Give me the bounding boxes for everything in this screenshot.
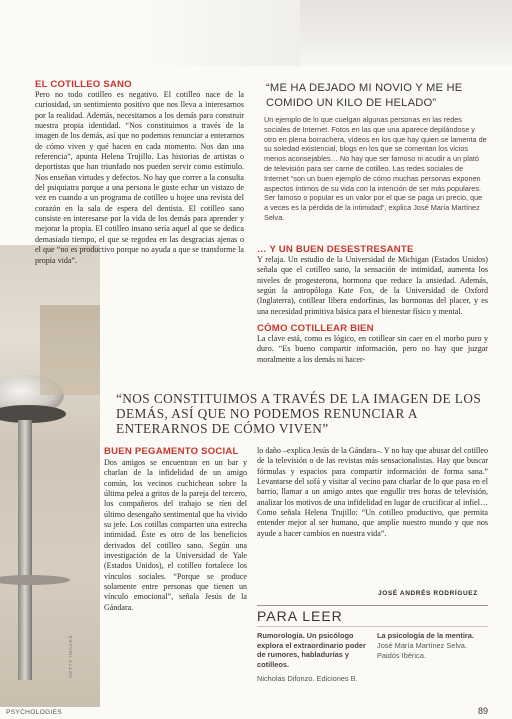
background-photo-top-left <box>150 0 300 66</box>
paragraph-como-cotillear: La clave está, como es lógico, en cotillear sin caer en el morbo puro y duro. “Es bueno compartir información, pero no hay que juzgar moralmente a los demás ni hacer- <box>257 334 488 364</box>
bar-stool-photo <box>0 245 100 707</box>
heading-cotilleo-sano: EL COTILLEO SANO <box>35 79 132 90</box>
page-number: 89 <box>478 706 489 716</box>
footer-brand: PSYCHOLOGIES <box>6 709 62 716</box>
pull-quote-top-title: “ME HA DEJADO MI NOVIO Y ME HE COMIDO UN KILO DE HELADO” <box>266 82 463 109</box>
heading-desestresante: … Y UN BUEN DESESTRESANTE <box>257 244 414 255</box>
book-2-title: La psicología de la mentira. <box>377 631 474 640</box>
para-leer-rule <box>257 605 488 606</box>
photo-table <box>40 305 100 395</box>
paragraph-pegamento-social: Dos amigos se encuentran en un bar y charlan de la infidelidad de un amigo común, los vecinos cuchichean sobre la última pelea a gritos de la pareja del tercero, los compañeros del trabajo se ríen del último desengaño sentimental que ha vivido su jefe. Los cotillas comparten una estrecha intimidad. Éste es otro de los beneficios derivados del cotilleo sano. Según una investigación de la Universidad de Yale (Estados Unidos), el cotilleo fortalece los vínculos sociales. “Porque se produce solamente entre personas que tienen un vínculo emocional”, señala Jesús de la Gándara. <box>104 458 247 612</box>
stool-leg <box>18 420 32 680</box>
author-byline: JOSÉ ANDRÉS RODRÍGUEZ <box>378 590 478 597</box>
pull-quote-top-text: Un ejemplo de lo que cuelgan algunas personas en las redes sociales de Internet. Fotos en las que una aparece depilándose y otro en plena borrachera, vídeos en los que hay quien se lamenta de su soledad existencial, blogs en los que se comentan los vicios menos aconsejables… No hay que ser famoso ni acudir a un plató de televisión para ser carne de cotilleo. Las redes sociales de Internet “son un buen ejemplo de cómo muchas personas exponen aspectos íntimos de su vida con la intención de ser más populares. Ser famoso o popular es un valor por el que se paga un precio, que a veces es la pérdida de la intimidad”, explica José María Martínez Selva. <box>264 115 487 222</box>
paragraph-desestresante: Y relaja. Un estudio de la Universidad de Michigan (Estados Unidos) señala que el cotilleo sano, la sensación de intimidad, aumenta los niveles de progesterona, hormona que reduce la ansiedad. Además, según la antropóloga Kate Fox, de la Universidad de Oxford (Inglaterra), cotillear libera endorfinas, las hormonas del placer, y es una necesidad primitiva básica para el bienestar físico y mental. <box>257 255 488 316</box>
heading-como-cotillear: CÓMO COTILLEAR BIEN <box>257 323 374 334</box>
background-photo-top <box>300 0 512 66</box>
para-leer-title: PARA LEER <box>257 608 343 624</box>
book-1-publisher: Nicholas Difonzo. Ediciones B. <box>257 674 358 683</box>
paragraph-cotilleo-productivo: lo daño –explica Jesús de la Gándara–. Y no hay que abusar del cotilleo de la televisión o de las revistas más sensacionalistas. Hay que buscar fórmulas y espacios para compartir información de forma sana.” Levantarse del sofá y visitar al vecino para charlar de lo que pasa en el barrio, llamar a un amigo antes que engullir tres horas de televisión, analizar los motivos de una infidelidad en lugar de crucificar al infiel… Como señala Helena Trujillo: “Un cotilleo productivo, que permita entender mejor al ser humano, que amplíe nuestro mundo y que nos ayude a hacer cambios en nuestra vida”. <box>257 446 488 538</box>
book-1-title: Rumorología. Un psicólogo explora el extraordinario poder de rumores, habladurías y cotilleos. <box>257 631 366 669</box>
heading-pegamento-social: BUEN PEGAMENTO SOCIAL <box>104 446 239 457</box>
para-leer-underline <box>257 626 488 627</box>
center-quote: “NOS CONSTITUIMOS A TRAVÉS DE LA IMAGEN DE LOS DEMÁS, ASÍ QUE NO PODEMOS RENUNCIAR A ENTERARNOS DE CÓMO VIVEN” <box>116 391 482 436</box>
book-2-publisher: José María Martínez Selva. Paidós Ibérica. <box>377 641 467 660</box>
photo-credit: GETTY IMAGES <box>68 634 73 678</box>
paragraph-cotilleo-sano: Pero no todo cotilleo es negativo. El cotilleo nace de la curiosidad, un sentimiento positivo que nos lleva a interesarnos por la realidad. Además, necesitamos a los demás para construir nuestra propia identidad. “Nos constituimos a través de la imagen de los demás, así que no podemos renunciar a enterarnos de cómo viven y qué hacen en cada momento. Nos dan una referencia”, apunta Helena Trujillo. Las historias de artistas o deportistas que han triunfado nos pueden servir como estímulo. Nos enseñan virtudes y defectos. No hay que correr a la consulta del psiquiatra porque a una persona le guste echar un vistazo de vez en cuando a un programa de cotilleo u hojee una revista del corazón en la sala de espera del dentista. El cotilleo sano consiste en interesarse por la vida de los demás para aprender y mejorar la propia. El cotilleo insano sería aquel al que se dedica demasiado tiempo, el que se regodea en las desgracias ajenas o el que “no es productivo porque no ayuda a que se transforme la propia vida”. <box>35 90 244 265</box>
